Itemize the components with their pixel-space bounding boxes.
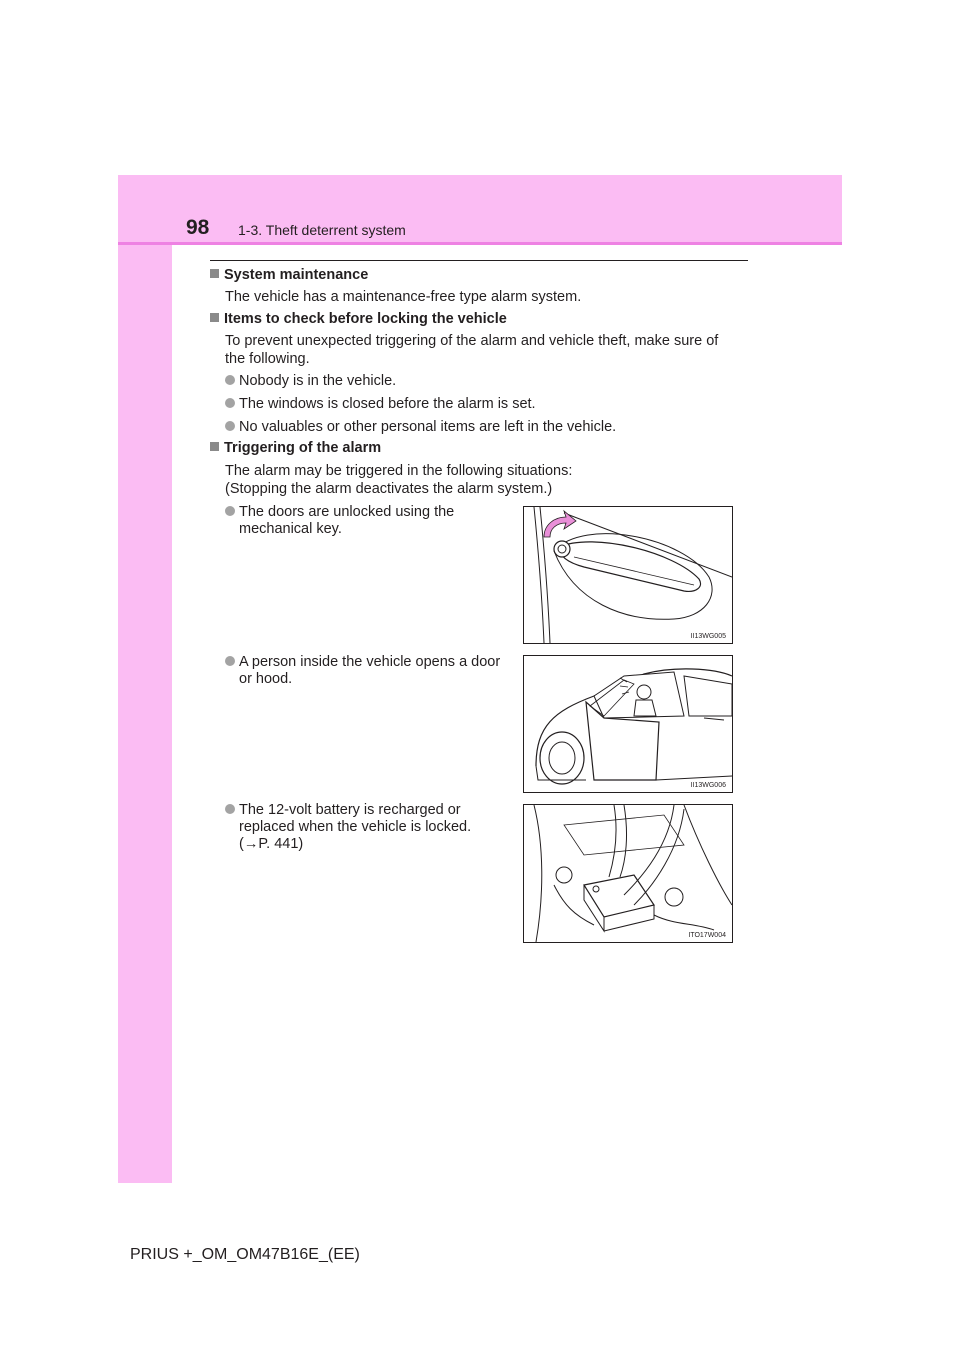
square-bullet-icon bbox=[210, 442, 219, 451]
section-title: 1-3. Theft deterrent system bbox=[238, 222, 406, 238]
check-item: Nobody is in the vehicle. bbox=[225, 373, 396, 390]
trigger-item: The 12-volt battery is recharged or replaced when the vehicle is locked. (→P. 441) bbox=[225, 802, 515, 853]
trigger-item: The doors are unlocked using the mechanical key. bbox=[225, 504, 515, 538]
section-body-line: To prevent unexpected triggering of the alarm and vehicle theft, make sure of bbox=[225, 333, 719, 349]
section-system-maintenance bbox=[210, 267, 748, 306]
section-body: The vehicle has a maintenance-free type alarm system. bbox=[225, 289, 582, 305]
round-bullet-icon bbox=[225, 656, 235, 666]
square-bullet-icon bbox=[210, 313, 219, 322]
section-heading: Items to check before locking the vehicle bbox=[210, 311, 748, 328]
person-opening-door-illustration bbox=[523, 655, 733, 793]
section-heading: Triggering of the alarm bbox=[210, 440, 748, 457]
page-number: 98 bbox=[186, 216, 210, 239]
section-heading: System maintenance bbox=[210, 267, 748, 284]
figure-code: II13WG005 bbox=[690, 633, 726, 640]
section-body-line: The alarm may be triggered in the following situations: bbox=[225, 463, 573, 479]
round-bullet-icon bbox=[225, 506, 235, 516]
header-divider bbox=[118, 242, 842, 245]
section-triggering bbox=[210, 440, 748, 498]
section-body-line: (Stopping the alarm deactivates the alarm system.) bbox=[225, 481, 553, 497]
figure-code: ITO17W004 bbox=[688, 932, 726, 939]
check-item: The windows is closed before the alarm is set. bbox=[225, 396, 536, 413]
trigger-item: A person inside the vehicle opens a door or hood. bbox=[225, 654, 515, 688]
top-rule bbox=[210, 260, 748, 261]
square-bullet-icon bbox=[210, 269, 219, 278]
footer-doc-code: PRIUS +_OM_OM47B16E_(EE) bbox=[130, 1246, 360, 1263]
round-bullet-icon bbox=[225, 804, 235, 814]
side-tab-band bbox=[118, 175, 172, 1183]
battery-replacement-illustration bbox=[523, 804, 733, 943]
door-handle-key-illustration bbox=[523, 506, 733, 644]
figure-code: II13WG006 bbox=[690, 782, 726, 789]
section-body-line: the following. bbox=[225, 351, 310, 367]
round-bullet-icon bbox=[225, 375, 235, 385]
round-bullet-icon bbox=[225, 421, 235, 431]
header-band bbox=[118, 175, 842, 242]
round-bullet-icon bbox=[225, 398, 235, 408]
section-items-to-check bbox=[210, 311, 748, 368]
check-item: No valuables or other personal items are left in the vehicle. bbox=[225, 419, 616, 436]
